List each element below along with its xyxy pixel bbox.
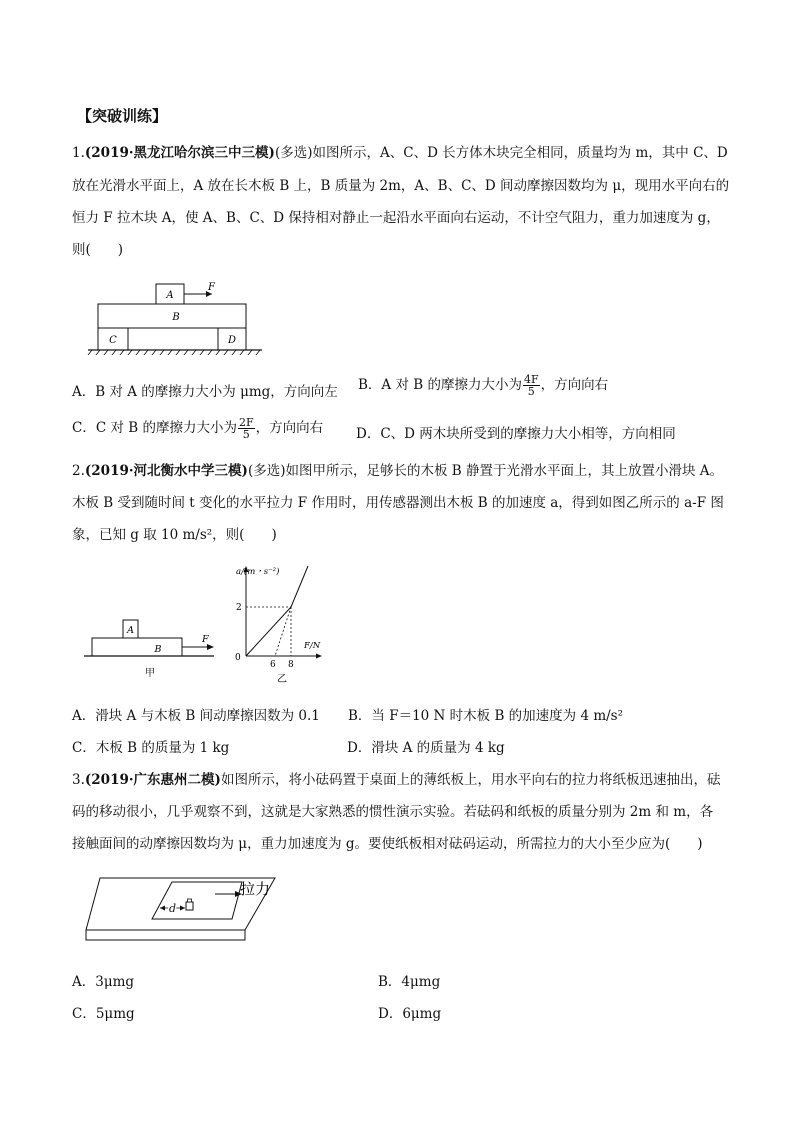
distance-label: d [168,902,177,915]
pull-label: 拉力 [240,880,271,898]
q2-line-1 [72,461,723,481]
q3-option-a: A．3μmg [72,974,135,990]
q1-option-c: C．C 对 B 的摩擦力大小为 $\frac{2F}{5}$ ，方向向右 [72,416,324,441]
q3-line-2: 码的移动很小，几乎观察不到，这就是大家熟悉的惯性演示实验。若砝码和纸板的质量分别为 2m 和 m，各 [72,804,714,820]
q1-figure [84,278,274,358]
q3-line-1 [72,770,720,790]
q3-line-3: 接触面间的动摩擦因数均为 μ，重力加速度为 g。要使纸板相对砝码运动，所需拉力的大小至少应为( ) [72,836,703,852]
q3-option-b: B．4μmg [378,974,441,990]
q1-option-b: B．A 对 B 的摩擦力大小为 $\frac{4F}{5}$ ，方向向右 [358,373,609,398]
caption-yi: 乙 [277,674,287,685]
q1-source: (2019·黑龙江哈尔滨三中三模) [84,145,275,161]
tick-origin: 0 [235,653,241,663]
q3-number: 3. [72,772,85,788]
q2-number: 2. [72,463,85,479]
guide-x6 [275,607,291,656]
q3-option-c: C．5μmg [72,1006,135,1022]
q1-stem-1: (多选)如图所示，A、C、D 长方体木块完全相同，质量均为 m，其中 C、D [274,145,728,161]
tick-x-6: 6 [270,660,276,670]
q3-figure [80,868,280,948]
graph-line-1 [246,607,291,656]
force-label: F [208,282,215,293]
q2-option-d: D．滑块 A 的质量为 4 kg [347,740,505,756]
q1-line-3: 恒力 F 拉木块 A，使 A、B、C、D 保持相对静止一起沿水平面向右运动，不计空气阻力，重力加速度为 g， [72,210,720,226]
board-b [92,638,182,656]
q2-option-c: C．木板 B 的质量为 1 kg [72,740,230,756]
q1-option-c-fraction: $\frac{2F}{5}$ [238,416,254,441]
tick-x-8: 8 [288,660,294,670]
q1-line-1 [72,143,728,163]
caption-jia: 甲 [145,668,155,679]
y-axis-label: a/(m・s⁻²) [236,567,280,577]
q3-source: (2019·广东惠州二模) [84,772,221,788]
block-d-label: D [227,335,237,346]
section-heading: 【突破训练】 [77,107,168,125]
q2-source: (2019·河北衡水中学三模) [84,463,248,479]
block-a-label: A [127,625,134,636]
force-label: F [202,634,209,645]
q1-line-2: 放在光滑水平面上，A 放在长木板 B 上，B 质量为 2m，A、B、C、D 间动摩擦因数均为 μ，现用水平向右的 [72,178,730,194]
tick-y-2: 2 [236,603,242,613]
q3-stem-1: 如图所示，将小砝码置于桌面上的薄纸板上，用水平向右的拉力将纸板迅速抽出，砝 [220,772,721,788]
table-edge [86,930,245,940]
board-b-label: B [172,312,180,323]
q2-figure-right [228,562,328,686]
graph-line-2 [291,566,308,607]
q1-option-b-fraction: $\frac{4F}{5}$ [523,373,539,398]
ground-hatch [88,350,260,355]
q2-stem-1: (多选)如图甲所示，足够长的木板 B 静置于光滑水平面上，其上放置小滑块 A。 [247,463,724,479]
q2-figure-left [80,610,220,680]
q1-option-d: D．C、D 两木块所受到的摩擦力大小相等，方向相同 [356,426,676,442]
block-c-label: C [109,335,117,346]
block-a-label: A [166,290,174,301]
q2-option-b: B．当 F＝10 N 时木板 B 的加速度为 4 m/s² [348,708,624,724]
q3-option-d: D．6μmg [378,1006,442,1022]
board-b-label: B [154,644,162,655]
q2-option-a: A．滑块 A 与木板 B 间动摩擦因数为 0.1 [72,708,320,724]
q1-line-4: 则( ) [72,242,124,258]
q1-number: 1. [72,145,85,161]
x-axis-label: F/N [304,641,321,651]
q2-line-2: 木板 B 受到随时间 t 变化的水平拉力 F 作用时，用传感器测出木板 B 的加速度 a，得到如图乙所示的 a-F 图 [72,495,724,511]
weight [186,902,193,910]
x-axis-arrowhead [316,654,322,659]
q1-option-a: A．B 对 A 的摩擦力大小为 μmg，方向向左 [72,384,338,400]
q2-line-3: 象，已知 g 取 10 m/s²，则( ) [72,527,277,543]
weight-knob [188,899,192,902]
